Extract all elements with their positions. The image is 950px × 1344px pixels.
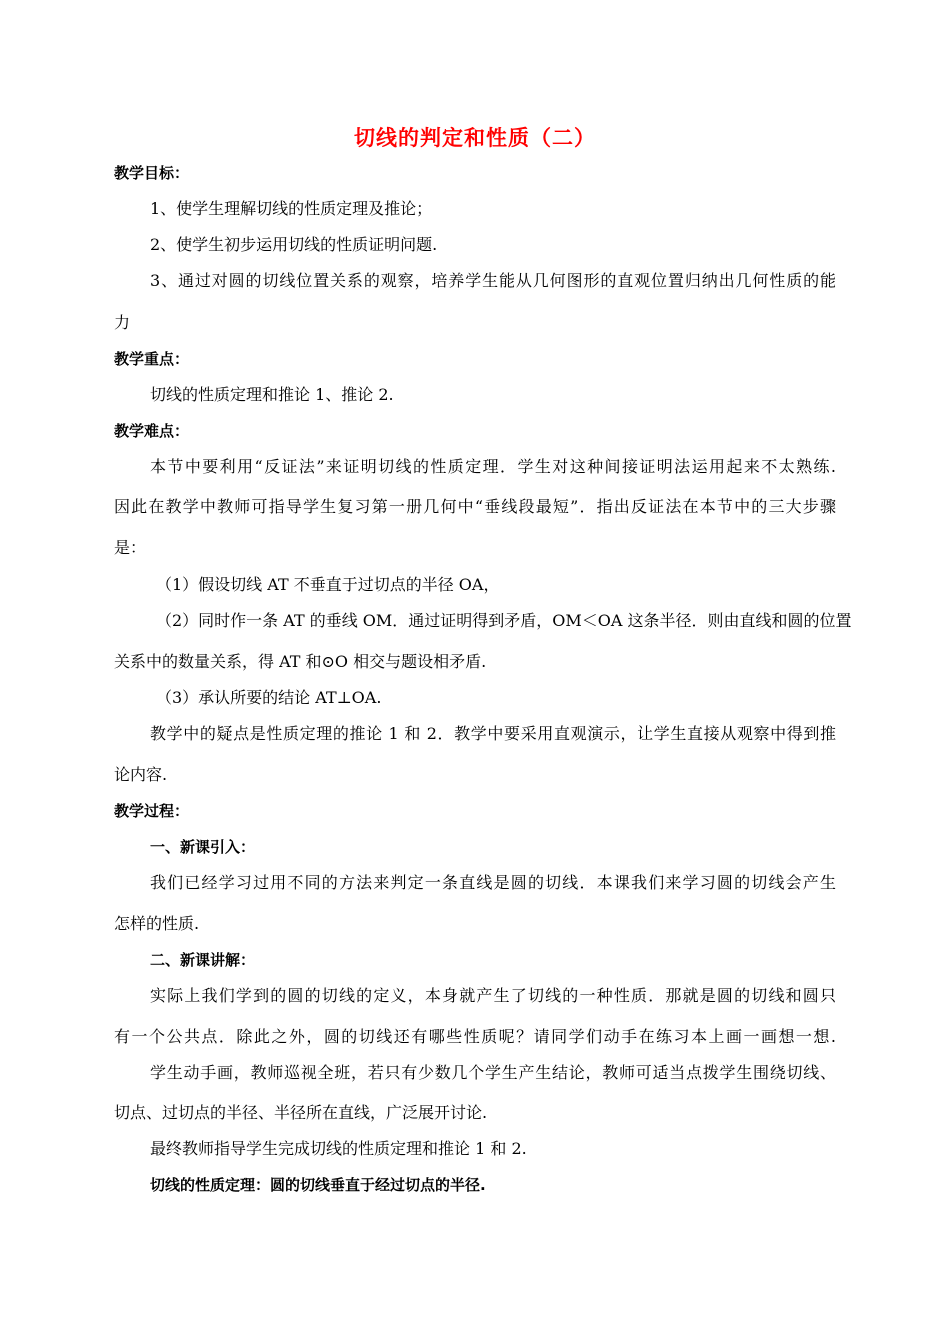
section-1-heading: 一、新课引入： [150, 838, 256, 856]
objective-item-3-line-1: 3、通过对圆的切线位置关系的观察，培养学生能从几何图形的直观位置归纳出几何性质的能 [150, 271, 836, 290]
difficulties-paragraph-2-line-2: 论内容. [114, 765, 168, 784]
key-points-heading: 教学重点： [114, 350, 190, 368]
difficulties-step-2-line-2: 关系中的数量关系，得 AT 和⊙O 相交与题设相矛盾. [114, 652, 487, 671]
section-2-paragraph-3: 最终教师指导学生完成切线的性质定理和推论 1 和 2. [150, 1139, 527, 1158]
section-1-line-2: 怎样的性质. [114, 914, 200, 933]
objective-item-1: 1、使学生理解切线的性质定理及推论； [150, 199, 433, 218]
section-2-paragraph-1-line-2: 有一个公共点．除此之外，圆的切线还有哪些性质呢？请同学们动手在练习本上画一画想一想. [114, 1027, 836, 1046]
difficulties-paragraph-1-line-2: 因此在教学中教师可指导学生复习第一册几何中“垂线段最短”．指出反证法在本节中的三大步骤 [114, 497, 836, 516]
objectives-heading: 教学目标： [114, 164, 190, 182]
section-2-heading: 二、新课讲解： [150, 951, 256, 969]
difficulties-paragraph-1-line-3: 是： [114, 538, 147, 557]
difficulties-paragraph-2-line-1: 教学中的疑点是性质定理的推论 1 和 2．教学中要采用直观演示，让学生直接从观察中得到推 [150, 724, 836, 743]
process-heading: 教学过程： [114, 802, 190, 820]
difficulties-heading: 教学难点： [114, 422, 190, 440]
key-points-text: 切线的性质定理和推论 1、推论 2. [150, 385, 394, 404]
section-1-line-1: 我们已经学习过用不同的方法来判定一条直线是圆的切线．本课我们来学习圆的切线会产生 [150, 873, 836, 892]
difficulties-step-3: （3）承认所要的结论 AT⊥OA. [156, 688, 382, 707]
difficulties-step-1: （1）假设切线 AT 不垂直于过切点的半径 OA， [156, 575, 500, 594]
difficulties-step-2-line-1: （2）同时作一条 AT 的垂线 OM．通过证明得到矛盾，OM＜OA 这条半径．则由直线和圆的位置 [156, 611, 852, 630]
objective-item-3-line-2: 力 [114, 313, 131, 332]
difficulties-paragraph-1-line-1: 本节中要利用“反证法”来证明切线的性质定理．学生对这种间接证明法运用起来不太熟练. [150, 457, 836, 476]
section-2-paragraph-1-line-1: 实际上我们学到的圆的切线的定义，本身就产生了切线的一种性质．那就是圆的切线和圆只 [150, 986, 836, 1005]
objective-item-2: 2、使学生初步运用切线的性质证明问题. [150, 235, 438, 254]
document-title: 切线的判定和性质（二） [354, 126, 596, 150]
section-2-paragraph-2-line-2: 切点、过切点的半径、半径所在直线，广泛展开讨论. [114, 1103, 488, 1122]
tangent-property-theorem: 切线的性质定理：圆的切线垂直于经过切点的半径. [150, 1176, 486, 1194]
section-2-paragraph-2-line-1: 学生动手画，教师巡视全班，若只有少数几个学生产生结论，教师可适当点拨学生围绕切线、 [150, 1063, 836, 1082]
